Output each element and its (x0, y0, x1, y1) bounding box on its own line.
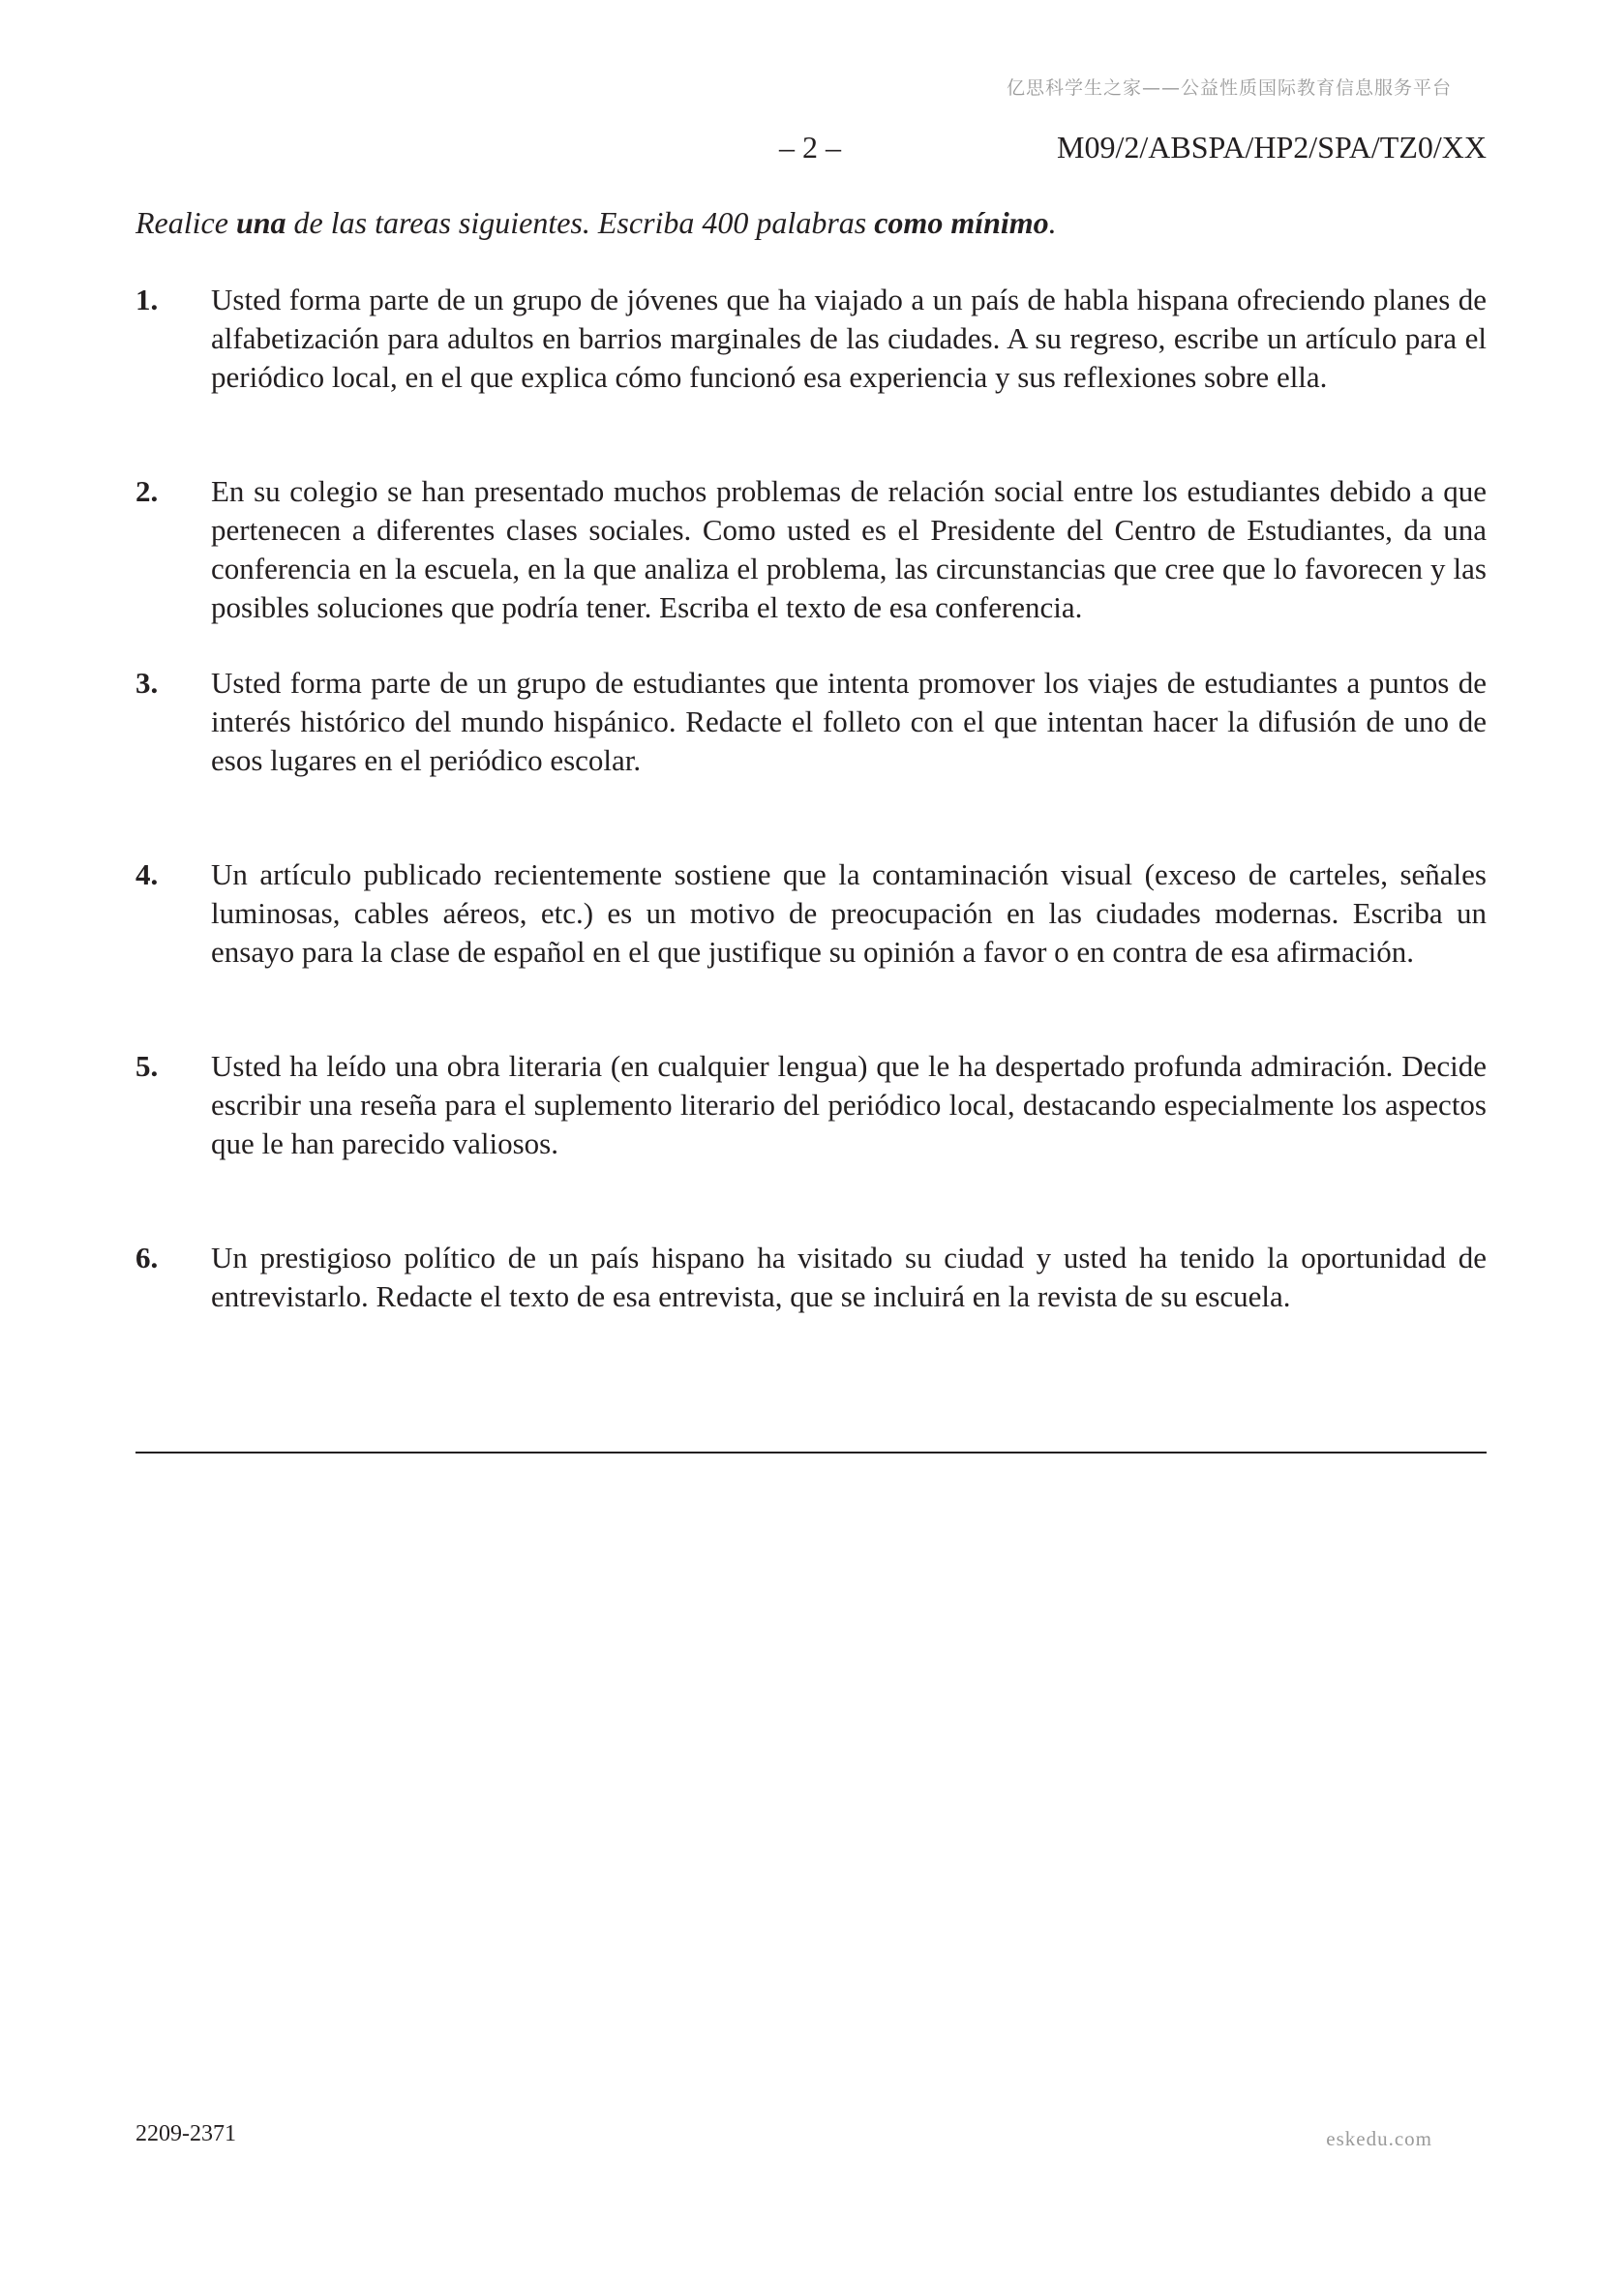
task-number: 3. (135, 666, 159, 700)
instructions-part: de las tareas siguientes. Escriba 400 palabras (286, 205, 875, 240)
task-item (135, 664, 1487, 855)
task-number: 6. (135, 1241, 159, 1274)
task-text: En su colegio se han presentado muchos problemas de relación social entre los estudiantes debido a que pertenecen a diferentes clases sociales. Como usted es el Presidente del Centro de Estudiantes, da una conferencia en la escuela, en la que analiza el problema, las circunstancias que cree que lo favorecen y las posibles soluciones que podría tener. Escriba el texto de esa conferencia. (211, 474, 1487, 624)
document-code: M09/2/ABSPA/HP2/SPA/TZ0/XX (1057, 130, 1487, 165)
task-text: Usted ha leído una obra literaria (en cualquier lengua) que le ha despertado profunda admiración. Decide escribir una reseña para el suplemento literario del periódico local, destacando especialmente los aspectos que le han parecido valiosos. (211, 1049, 1487, 1160)
task-number: 5. (135, 1049, 159, 1083)
instructions-part: Realice (135, 205, 236, 240)
task-item (135, 1239, 1487, 1430)
task-item (135, 1047, 1487, 1239)
task-text: Un prestigioso político de un país hispano ha visitado su ciudad y usted ha tenido la oportunidad de entrevistarlo. Redacte el texto de esa entrevista, que se incluirá en la revista de su escuela. (211, 1241, 1487, 1313)
task-text: Usted forma parte de un grupo de jóvenes que ha viajado a un país de habla hispana ofreciendo planes de alfabetización para adultos en barrios marginales de las ciudades. A su regreso, escribe un artículo para el periódico local, en el que explica cómo funcionó esa experiencia y sus reflexiones sobre ella. (211, 283, 1487, 394)
task-item (135, 281, 1487, 472)
instructions (135, 205, 1057, 241)
task-number: 1. (135, 283, 159, 316)
page-number: – 2 – (779, 130, 841, 165)
watermark-bottom: eskedu.com (1326, 2127, 1432, 2150)
task-list (135, 281, 1487, 1430)
task-text: Usted forma parte de un grupo de estudiantes que intenta promover los viajes de estudiantes a puntos de interés histórico del mundo hispánico. Redacte el folleto con el que intentan hacer la difusión de uno de esos lugares en el periódico escolar. (211, 666, 1487, 777)
task-number: 4. (135, 857, 159, 891)
instructions-emphasis: una (235, 205, 286, 240)
task-item (135, 472, 1487, 664)
instructions-part: . (1048, 205, 1057, 240)
instructions-emphasis: como mínimo (874, 205, 1049, 240)
task-number: 2. (135, 474, 159, 508)
end-rule (135, 1452, 1487, 1454)
task-text: Un artículo publicado recientemente sostiene que la contaminación visual (exceso de carteles, señales luminosas, cables aéreos, etc.) es un motivo de preocupación en las ciudades modernas. Escriba un ensayo para la clase de español en el que justifique su opinión a favor o en contra de esa afirmación. (211, 857, 1487, 969)
task-item (135, 855, 1487, 1047)
footer-code: 2209-2371 (135, 2121, 236, 2146)
watermark-top: 亿思科学生之家——公益性质国际教育信息服务平台 (1006, 77, 1452, 99)
